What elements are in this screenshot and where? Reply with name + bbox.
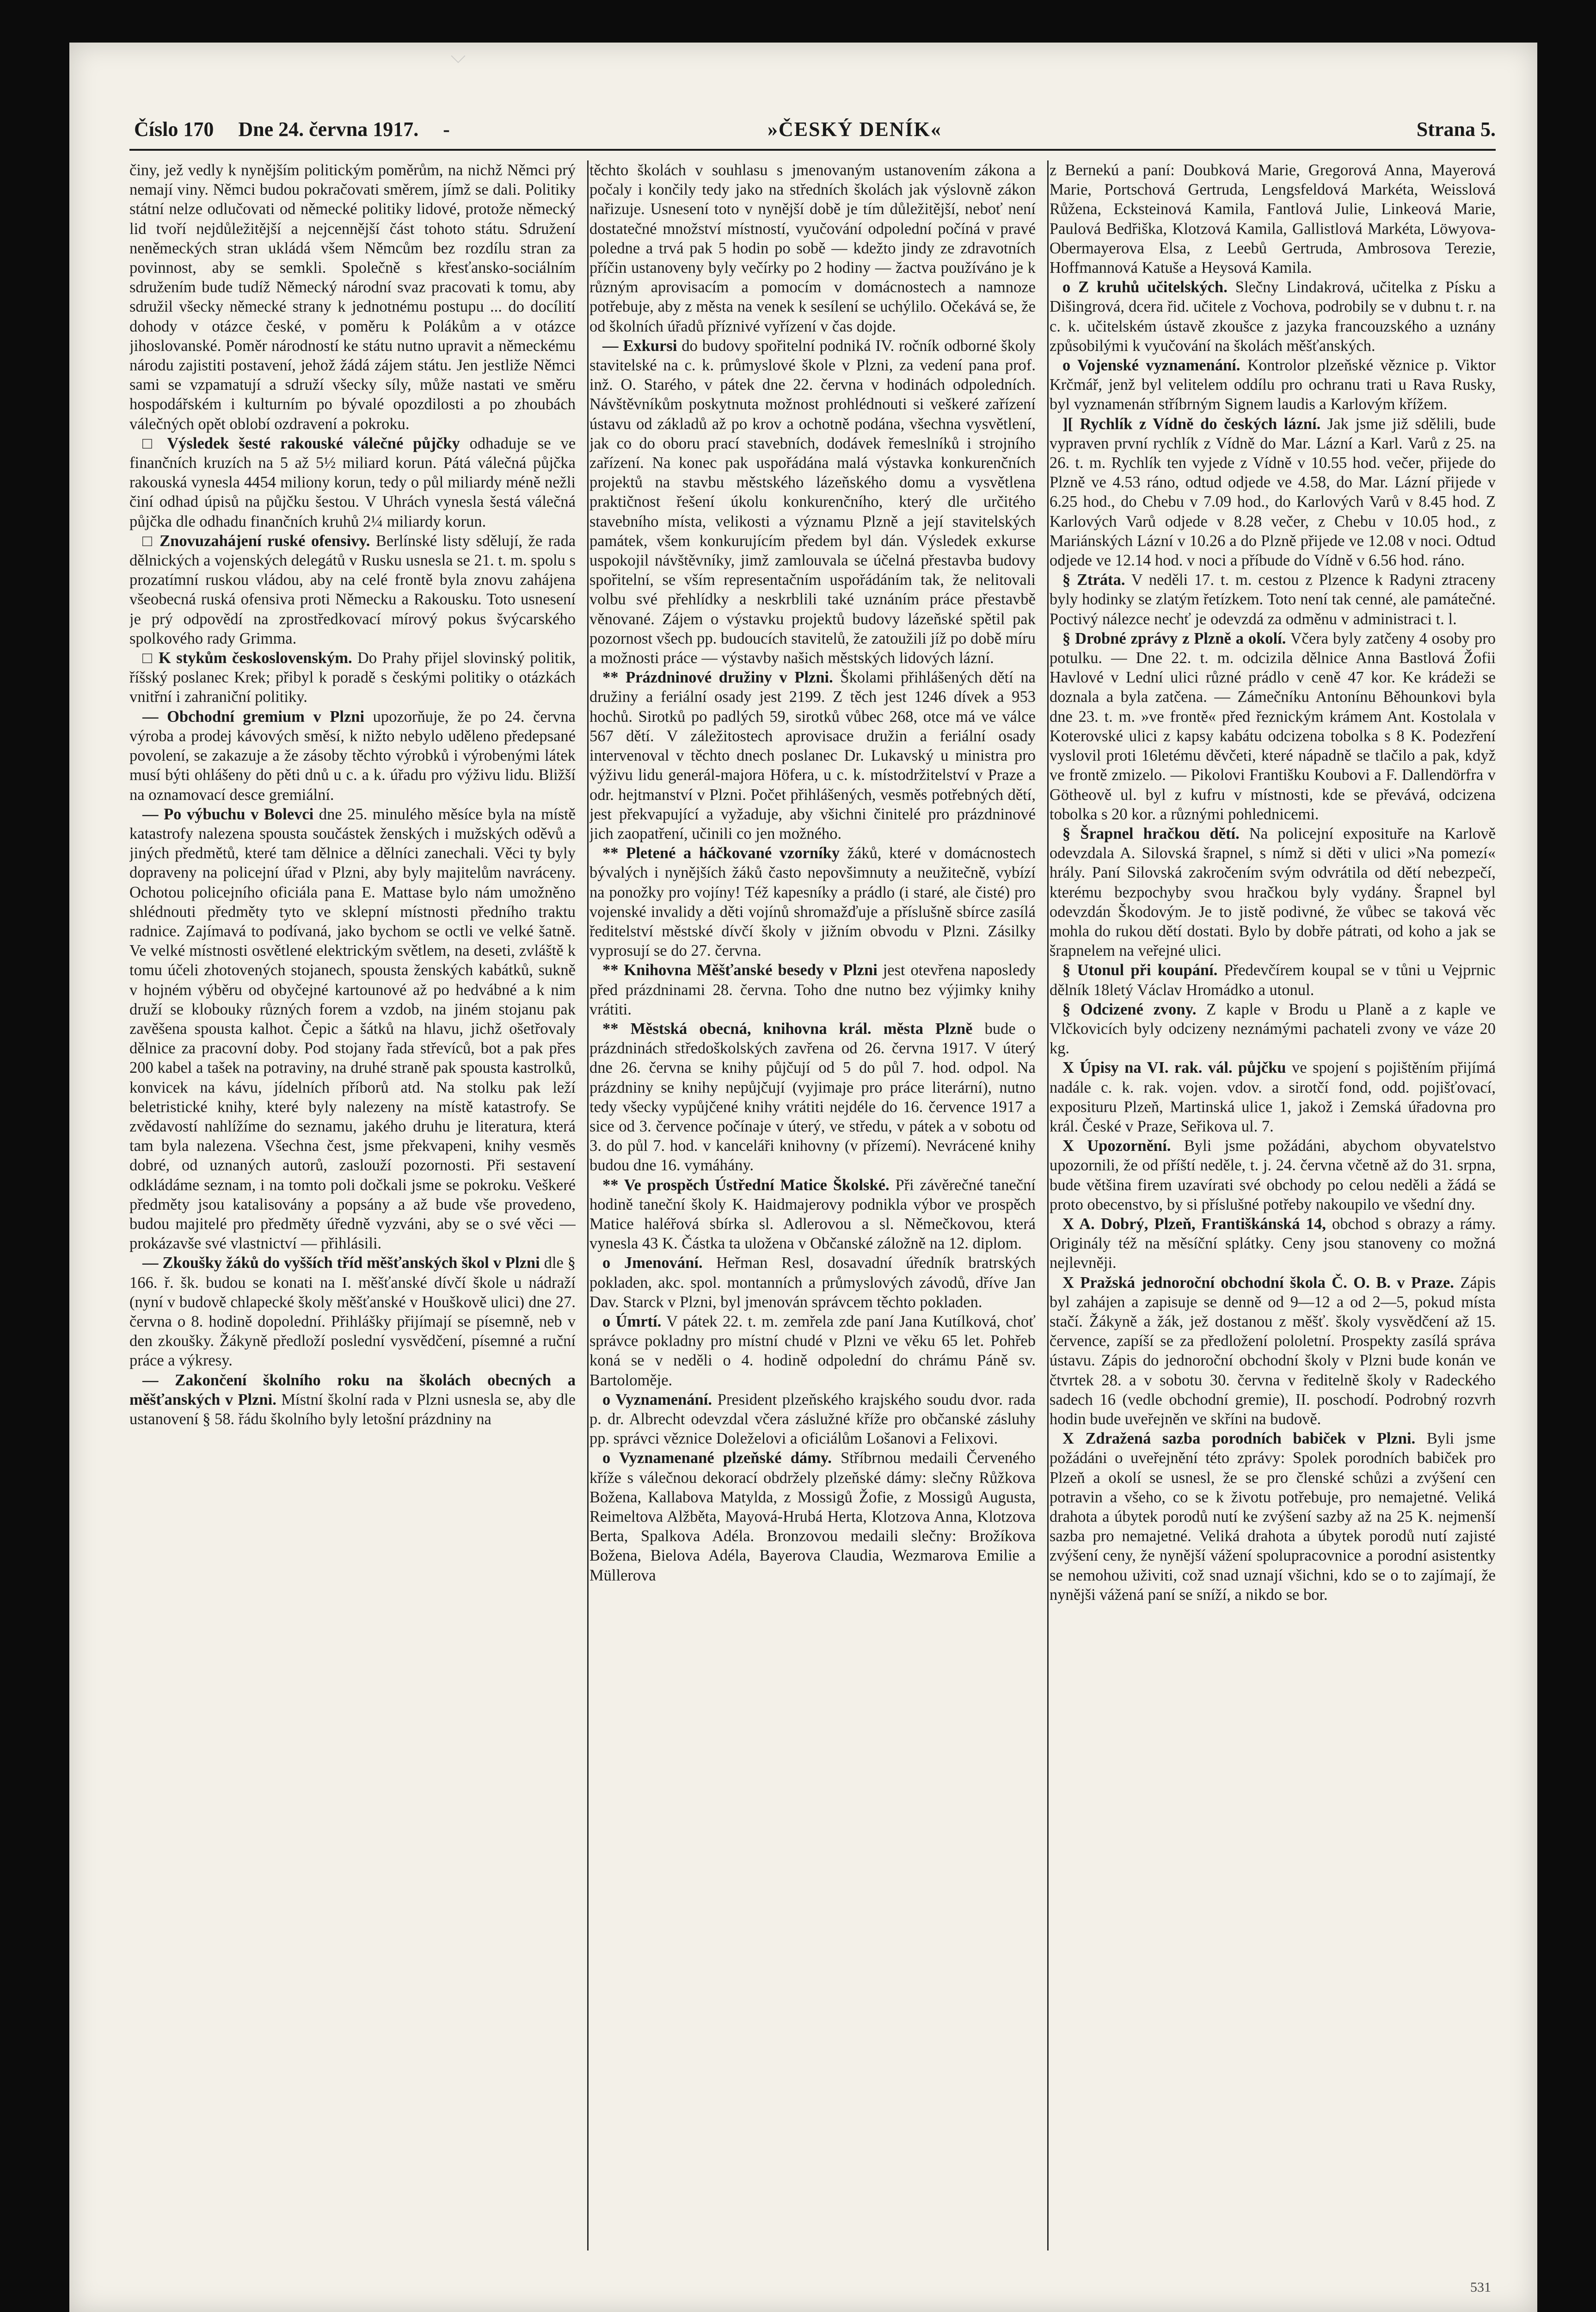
article-heading: — Zkoušky žáků do vyšších tříd měšťanských škol v Plzni (142, 1254, 540, 1272)
article-paragraph (589, 960, 1036, 1019)
article-text: Na policejní exposituře na Karlově odevzdala A. Silovská šrapnel, s nímž si děti v ulici »Na pomezí« hrály. Paní Silovská zakročením svým odvrátila od dětí nebezpečí, kterému bezpochyby svou hračkou byly vydány. Šrapnel byl odevzdán Škodovým. Je to jistě podivné, že vůbec se taková věc mohla do rukou dětí dostati. Bylo by dobře pátrati, od koho a jak se šrapnelem na veřejné ulici. (1050, 824, 1496, 960)
article-text: jest otevřena naposledy před prázdninami 28. června. Toho dne nutno bez výjimky knihy vrátiti. (589, 961, 1036, 1018)
article-heading: o Z kruhů učitelských. (1062, 278, 1228, 296)
article-heading: ** Městská obecná, knihovna král. města Plzně (602, 1020, 973, 1038)
article-text: Slečny Lindakrová, učitelka z Písku a Dišingrová, dcera řid. učitele z Vochova, podrobily se v dubnu t. r. na c. k. učitelském ústavě zkoušce z jazyka francouzského a uznány způsobilými k vyučování na školách měšťanských. (1050, 278, 1496, 355)
article-heading: □ K stykům československým. (142, 649, 352, 667)
article-paragraph (589, 668, 1036, 843)
article-text: upozorňuje, že po 24. června výroba a prodej kávových směsí, k nižto nebylo uděleno předepsané povolení, se zakazuje a že zásoby těchto výrobků i výrobenými látek musí býti ohlášeny do pěti dnů u c. a k. úřadu pro výživu lidu. Bližší na oznamovací desce gremiální. (129, 707, 576, 804)
article-text: Stříbrnou medaili Červeného kříže s válečnou dekorací obdržely plzeňské dámy: slečny Růžkova Božena, Kallabova Matylda, z Mossigů Žofie, z Mossigů Augusta, Reimeltova Alžběta, Mayová-Hrubá Herta, Klotzova Anna, Klotzova Berta, Spalkova Adéla. Bronzovou medaili slečny: Brožíkova Božena, Bielova Adéla, Bayerova Claudia, Wezmarova Emilie a Müllerova (589, 1449, 1036, 1584)
article-heading: o Vyznamenání. (602, 1390, 712, 1408)
article-paragraph (589, 1019, 1036, 1175)
article-heading: § Ztráta. (1062, 571, 1125, 589)
article-heading: o Vojenské vyznamenání. (1062, 357, 1240, 375)
article-text: těchto školách v souhlasu s jmenovaným ustanovením zákona a počaly i končily tedy jako na středních školách jak výslovně zákon nařizuje. Usnesení toto v nynější době je tím důležitější, neboť není dostatečné množství místností, vyučování odpolední počíná v pravé poledne a trvá pak 5 hodin po sobě — kdežto jindy ze zdravotních příčin ustanoveny byly večírky po 2 hodiny — žactva používáno je k různým aprovisacím a pomocím v domácnostech a namnoze potřebuje, aby z města na venek k sesílení se uchýlilo. Očekává se, že od školních úřadů příznivé vyřízení v čas dojde. (589, 161, 1036, 335)
article-paragraph (1050, 824, 1496, 960)
article-text: do budovy spořitelní podniká IV. ročník odborné školy stavitelské na c. k. průmyslové škole v Plzni, za vedení pana prof. inž. O. Starého, v pátek dne 22. června v hodinách odpoledních. Návštěvníkům poskytnuta možnost prohlédnouti si veškeré zařízení ústavu od základů až po krov a ochotně podána, všechna vysvětlení, jak co do oboru prací stavebních, dodávek řemeslníků i strojního zařízení. Na konec pak uspořádána malá výstavka konkurenčních projektů na stavbu městského lázeňského domu a vysvětlena praktičnost řešení úkolu konkurenčního, který dle určitého stavebního místa, velikosti a významu Plzně a její stavitelských památek, všem konkurujícím předem byl dán. Výsledek exkurse uspokojil návštěvníky, jimž zamlouvala se účelná přestavba budovy spořitelní, se vším representačním uspořádáním tak, že nelitovali volbu své přehlídky a neskrblili také uznáním práce přestavbě věnované. Zájem o výstavku projektů budovy lázeňské spětil pak pozornost všech pp. budoucích stavitelů, že zatoužili jíž po době míru a možnosti práce — výstavby našich městských lidových lázní. (589, 337, 1036, 667)
article-text: Byli jsme požádáni o uveřejnění této zprávy: Spolek porodních babiček pro Plzeň a okolí se usnesl, že se pro členské schůzi a zvýšení cen potravin a všeho, co se k životu potřebuje, pro nemajetné. Veliká drahota a úbytek porodů nutí ke zvýšení sazby až na 25 K. nejmenší sazba pro nemajetné. Veliká drahota a úbytek porodů nutí zajisté zvýšení ceny, že nynější vážení spolupracovnice a porodní asistentky se nemohou uživiti, což snad uznají všichni, kdo se o to zajímají, že nynějši vážená paní se sníží, a nikdo se bor. (1050, 1430, 1496, 1604)
article-paragraph (129, 805, 576, 1254)
article-heading: X Zdražená sazba porodních babiček v Plzni. (1062, 1430, 1416, 1448)
column-divider (1047, 160, 1049, 2251)
article-text: obchod s obrazy a rámy. Originály též na měsíční splátky. Ceny jsou stanoveny co možná nejlevněji. (1050, 1215, 1496, 1272)
article-heading: § Drobné zprávy z Plzně a okolí. (1062, 629, 1286, 647)
article-heading: o Jmenování. (602, 1254, 703, 1272)
article-paragraph (129, 160, 576, 434)
column-divider (587, 160, 589, 2251)
article-paragraph (129, 648, 576, 707)
article-text: Předevčírem koupal se v tůni u Vejprnic dělník 18letý Václav Hromádko a utonul. (1050, 961, 1496, 999)
article-text: Byli jsme požádáni, abychom obyvatelstvo upozornili, že od příští neděle, t. j. 24. června včetně až do 31. srpna, bude většina firem uzavírati své obchody po celou neděli a žádá se proto obecenstvo, by si příslušné potřeby nakoupilo ve všední dny. (1050, 1137, 1496, 1213)
column-3 (1050, 160, 1496, 2251)
article-heading: § Šrapnel hračkou dětí. (1062, 824, 1240, 842)
article-paragraph (1050, 1273, 1496, 1429)
article-paragraph (1050, 414, 1496, 571)
article-text: Do Prahy přijel slovinský politik, říšský poslanec Krek; přibyl k poradě s českými politiky o otázkách vnitřní i zahraniční politiky. (129, 649, 576, 706)
article-paragraph (1050, 570, 1496, 629)
article-paragraph (1050, 1058, 1496, 1136)
article-paragraph (1050, 1136, 1496, 1214)
footer-number: 531 (1470, 2280, 1491, 2295)
article-heading: X Úpisy na VI. rak. vál. půjčku (1062, 1059, 1286, 1077)
article-heading: § Odcizené zvony. (1062, 1000, 1197, 1018)
article-heading: □ Znovuzahájení ruské ofensivy. (142, 532, 370, 550)
article-text: V neděli 17. t. m. cestou z Plzence k Radyni ztraceny byly hodinky se zlatým řetízkem. Toto není tak cenné, ale památečné. Poctivý nálezce nechť je odevzdá za odměnu v administraci t. l. (1050, 571, 1496, 628)
article-paragraph (589, 843, 1036, 960)
article-paragraph (1050, 1214, 1496, 1273)
article-paragraph (1050, 960, 1496, 999)
article-text: žáků, které v domácnostech bývalých i nynějších žáků často nepovšimnuty a neužitečně, vybízí na ponožky pro vojíny! Též kapesníky a prádlo (i staré, ale čisté) pro vojenské invalidy a děti vojínů shromažďuje a příslušně sbírce zasílá ředitelství městské dívčí školy v jižním obvodu v Plzni. Zásilky vyprosují se do 27. června. (589, 844, 1036, 960)
article-text: Kontrolor plzeňské věznice p. Viktor Krčmář, jenž byl velitelem oddílu pro ochranu trati u Rava Rusky, byl vyznamenán stříbrným Signem laudis a Karlovým křížem. (1050, 357, 1496, 413)
article-paragraph (129, 1253, 576, 1370)
article-heading: § Utonul při koupání. (1062, 961, 1218, 979)
article-paragraph (589, 1253, 1036, 1312)
article-text: odhaduje se ve finančních kruzích na 5 až 5½ miliard korun. Pátá válečná půjčka rakouská vynesla 4454 miliony korun, tedy o půl miliardy méně nežli činí odhad úpisů na půjčku šestou. V Uhrách vynesla šestá válečná půjčka dle odhadu finančních kruhů 2¼ miliardy korun. (129, 434, 576, 530)
article-text: ve spojení s pojištěním přijímá nadále c. k. rak. vojen. vdov. a sirotčí fond, odd. pojišťovací, exposituru Plzeň, Martinská ulice 1, jakož i Zemská úřadovna pro král. České v Praze, Seřikova ul. 7. (1050, 1059, 1496, 1135)
article-paragraph (129, 707, 576, 805)
article-paragraph (589, 1390, 1036, 1449)
article-heading: ** Ve prospěch Ústřední Matice Školské. (602, 1176, 890, 1194)
article-text: Školami přihlášených dětí na družiny a feriální osady jest 2199. Z těch jest 1246 dívek a 953 hochů. Sirotků po padlých 59, sirotků vůbec 268, otce má ve válce 567 dětí. V záležitostech aprovisace družin a feriální osady intervenoval v těchto dnech poslanec Dr. Lukavský u ministra pro výživu lidu generál-majora Höfera, u c. k. místodržitelství v Praze a odr. hejtmanství v Plzni. Počet přihlášených, vesměs potřebných dětí, jest překvapující a vyžaduje, aby všichni činitelé pro prázdninové jich zaopatření, učinili co jen možného. (589, 669, 1036, 842)
article-heading: o Vyznamenané plzeňské dámy. (602, 1449, 832, 1467)
article-text: dle § 166. ř. šk. budou se konati na I. měšťanské dívčí škole u nádraží (nyní v budově chlapecké školy měšťanské v Houškově ulici) dne 27. června o 8. hodině dopolední. Přihlášky přijímají se písemně, neb v den zkoušky. Žákyně předloží poslední vysvědčení, písemné a ruční práce a výkresy. (129, 1254, 576, 1370)
article-paragraph (589, 1312, 1036, 1390)
article-heading: o Úmrtí. (602, 1312, 662, 1330)
article-heading: ** Knihovna Měšťanské besedy v Plzni (602, 961, 878, 979)
article-text: dne 25. minulého měsíce byla na místě katastrofy nalezena spousta součástek ženských i mužských oděvů a jiných předmětů, které tam dělnice a dělníci zanechali. Věci ty byly dopraveny na policejní úřad v Plzni, aby byly majitelům navráceny. Ochotou policejního oficiála pana E. Mattase bylo nám umožněno shlédnouti předměty tyto ve sklepní místnosti předního traktu radnice. Zajímavá to podívaná, jako bychom se octli ve velké šatně. Ve velké místnosti osvětlené elektrickým světlem, na deseti, zvláště k tomu účeli zhotovených stojanech, spousta ženských kabátků, sukně v hojném výběru od obyčejné kartounové až po hedvábné a k nim druží se klobouky různých forem a vzdob, na jiném stojanu pak zavěšena spousta kalhot. Čepic a šátků na hlavu, jichž ošetřovaly dělnice za pracovní doby. Pod stojany řada střevíců, bot a pak přes 200 kabel a tašek na potraviny, na druhé straně pak spousta kastrolků, konvicek na kávu, jídelních příborů atd. Na stolku pak leží beletristické knihy, které byly nalezeny na místě katastrofy. Se zvědavostí nahlížíme do seznamu, jakého druhu je literatura, která tam byla nalezena. Všechna čest, jsme překvapeni, knihy vesměs dobré, od uznaných autorů, zaslouží pozornosti. Při sestavení odkládáme seznam, i na tomto poli dočkali jsme se pokroku. Veškeré předměty jsou katalisovány a popsány a až bude vše provedeno, budou majitelé pro předměty úředně vyzváni, aby se o své věci — prokázavše své vlastnictví — přihlásili. (129, 805, 576, 1253)
article-paragraph (129, 1371, 576, 1429)
article-heading: — Exkursi (602, 337, 677, 355)
issue-number: Číslo 170 (134, 118, 214, 141)
header-left (134, 117, 469, 141)
article-text: V pátek 22. t. m. zemřela zde paní Jana Kutílková, choť správce pokladny pro místní chudé v Plzni ve věku 65 let. Pohřeb koná se v neděli o 4. hodině odpolední do chrámu Páně sv. Bartoloměje. (589, 1312, 1036, 1389)
article-heading: ** Prázdninové družiny v Plzni. (602, 669, 833, 687)
header-dash: - (443, 118, 450, 141)
article-heading: ][ Rychlík z Vídně do českých lázní. (1062, 415, 1321, 433)
article-text: z Bernekú a paní: Doubková Marie, Gregorová Anna, Mayerová Marie, Portschová Gertruda, Lengsfeldová Markéta, Weisslová Růžena, Ecksteinová Kamila, Fantlová Julie, Linkeová Marie, Paulová Bedřiška, Klotzová Kamila, Gallistlová Markéta, Löwyova-Obermayerova Elsa, z Leebů Gertruda, Ambrosova Terezie, Hoffmannová Katuše a Heysová Kamila. (1050, 161, 1496, 277)
article-heading: X Pražská jednoroční obchodní škola Č. O. B. v Praze. (1062, 1273, 1454, 1291)
article-heading: — Zakončení školního roku na školách obecných a měšťanských v Plzni. (129, 1371, 576, 1408)
issue-date: Dne 24. června 1917. (238, 118, 419, 141)
text-columns (129, 160, 1496, 2251)
article-paragraph (1050, 160, 1496, 277)
article-paragraph (1050, 1429, 1496, 1605)
article-text: Zápis byl zahájen a zapisuje se denně od 9—12 a od 2—5, pokud místa stačí. Žákyně a žák, jež dostanou z měšť. školy vysvědčení až 15. července, zapíší se za předložení pololetní. Prospekty zasílá správa ústavu. Zápis do jednoroční obchodní školy v Plzni bude konán ve čtvrtek 28. a v sobotu 30. června v ředitelně školy v Radeckého sadech 16 (vedle obchodní gremie), II. poschodí. Podrobný rozvrh hodin bude uveřejněn ve skříni na budově. (1050, 1273, 1496, 1428)
article-paragraph (589, 1448, 1036, 1585)
article-text: Místní školní rada v Plzni usnesla se, aby dle ustanovení § 58. řádu školního byly letošní prázdniny na (129, 1390, 576, 1428)
article-text: bude o prázdninách středoškolských zavřena od 26. června 1917. V úterý dne 26. června se knihy půjčují od 5 do půl 7. hod. odpol. Na prázdniny se knihy nepůjčují (vyjimaje pro práce literární), nutno tedy všecky vypůjčené knihy vrátiti nejdéle do 16. července 1917 a sice od 3. července počínaje v úterý, ve středu, v pátek a v sobotu od 3. do půl 7. hod. v kanceláři knihovny (v přízemí). Nevrácené knihy budou dne 16. vymáhány. (589, 1020, 1036, 1174)
page-number: Strana 5. (1416, 118, 1496, 141)
article-paragraph (1050, 1000, 1496, 1058)
article-paragraph (1050, 277, 1496, 356)
article-paragraph (1050, 629, 1496, 824)
column-1 (129, 160, 576, 2251)
article-heading: X Upozornění. (1062, 1137, 1171, 1155)
article-text: Z kaple v Brodu u Planě a z kaple ve Vlčkovicích byly odcizeny neznámými pachateli zvony ve váze 20 kg. (1050, 1000, 1496, 1058)
article-text: Včera byly zatčeny 4 osoby pro potulku. — Dne 22. t. m. odcizila dělnice Anna Bastlová Žofii Havlové v Lední ulici různé prádlo v ceně 47 kor. Ke krádeži se doznala a byla zatčena. — Zámečníku Antonínu Běhounkovi byla dne 23. t. m. »ve frontě« před řeznickým krámem Ant. Kostolala v Koterovské ulici z kapsy kabátu odcizena tobolka s 8 K. Podezření vyslovil proti 16letému děvčeti, které nápadně se tlačilo a pak, když ve frontě zmizelo. — Pikolovi Františku Koubovi a F. Dallendörfra v Götheově ul. byl z kufru v místnosti, kde se převává, odcizena tobolka s 20 kor. a různými pohlednicemi. (1050, 629, 1496, 823)
newspaper-page (69, 43, 1537, 2312)
article-heading: — Obchodní gremium v Plzni (142, 707, 365, 726)
page-header (129, 112, 1496, 151)
article-text: President plzeňského krajského soudu dvor. rada p. dr. Albrecht odevzdal včera záslužné kříže pro občanské zásluhy pp. správci věznice Doleželovi a oficiálům Lošanovi a Felixovi. (589, 1390, 1036, 1448)
article-heading: □ Výsledek šesté rakouské válečné půjčky (142, 434, 460, 452)
article-text: Jak jsme již sdělili, bude vypraven první rychlík z Vídně do Mar. Lázní a Karl. Varů z 25. na 26. t. m. Rychlík ten vyjede z Vídně v 10.55 hod. večer, přijede do Plzně ve 4.53 ráno, odtud odjede ve 4.58, do Mar. Lázní přijede v 6.25 hod., do Chebu v 7.09 hod., do Karlových Varů v 8.45 hod. Z Karlových Varů odjede v 8.28 večer, z Chebu v 10.05 hod., z Mariánských Lázní v 10.26 a do Plzně přijede ve 12.08 v noci. Odtud odjede ve 12.14 hod. v noci a příbude do Vídně v 6.56 hod. ráno. (1050, 415, 1496, 570)
article-paragraph (589, 1175, 1036, 1254)
article-heading: X A. Dobrý, Plzeň, Františkánská 14, (1062, 1215, 1326, 1233)
article-paragraph (1050, 356, 1496, 414)
article-heading: — Po výbuchu v Bolevci (142, 805, 314, 823)
article-text: činy, jež vedly k nynějším politickým poměrům, na nichž Němci prý nemají viny. Němci budou pokračovati směrem, jímž se dali. Politiky státní nelze odlučovati od německé politiky lidové, protože německý lid tvoří nejdůležitější a nejcennější část tohoto státu. Sdružení neněmeckých stran ukládá všem Němcům bez rozdílu stran za povinnost, aby se semkli. Společně s křesťansko-sociálním sdružením bude tudíž Německý národní svaz pracovati k tomu, aby sdružil všecky německé strany k jednotnému postupu ... do docílití dohody v otázce české, v poměru k Polákům a v otázce jihoslovanské. Poměr národností ke státu nutno upravit a německému národu zajistiti postavení, jehož žádá zájem státu. Jen jestliže Němci sami se vzpamatují a sdruží všecky síly, může nastati ve směru hospodářském i kulturním po bývalé opozdilosti a po zhoubách válečných opět oblobí ozdravení a pokroku. (129, 161, 576, 433)
article-paragraph (129, 531, 576, 648)
column-2 (589, 160, 1036, 2251)
article-paragraph (129, 434, 576, 531)
masthead-title: »ČESKÝ DENÍK« (767, 118, 942, 141)
article-text: Heřman Resl, dosavadní úředník bratrských pokladen, akc. spol. montanních a průmyslových závodů, dříve Jan Dav. Starck v Plzni, byl jmenován správcem těchto pokladen. (589, 1254, 1036, 1311)
article-heading: ** Pletené a háčkované vzorníky (602, 844, 840, 862)
article-text: Při závěrečné taneční hodině taneční školy K. Haidmajerovy podnikla výbor ve prospěch Matice haléřová sbírka sl. Adlerovou a sl. Němečkovou, která vynesla 43 K. Částka ta uložena v Občanské záložně na 12. diplom. (589, 1176, 1036, 1253)
article-paragraph (589, 160, 1036, 336)
article-text: Berlínské listy sdělují, že rada dělnických a vojenských delegátů v Rusku usnesla se 21. t. m. spolu s prozatímní ruskou vládou, aby na celé frontě byla znovu zahájena všeobecná ruská ofensiva proti Německu a Rakousku. Toto usnesení je prý odpovědí na zprostředkovací mírový pokus švýcarského spolkového rady Grimma. (129, 532, 576, 647)
scan-mark-icon (451, 49, 465, 63)
article-paragraph (589, 336, 1036, 668)
